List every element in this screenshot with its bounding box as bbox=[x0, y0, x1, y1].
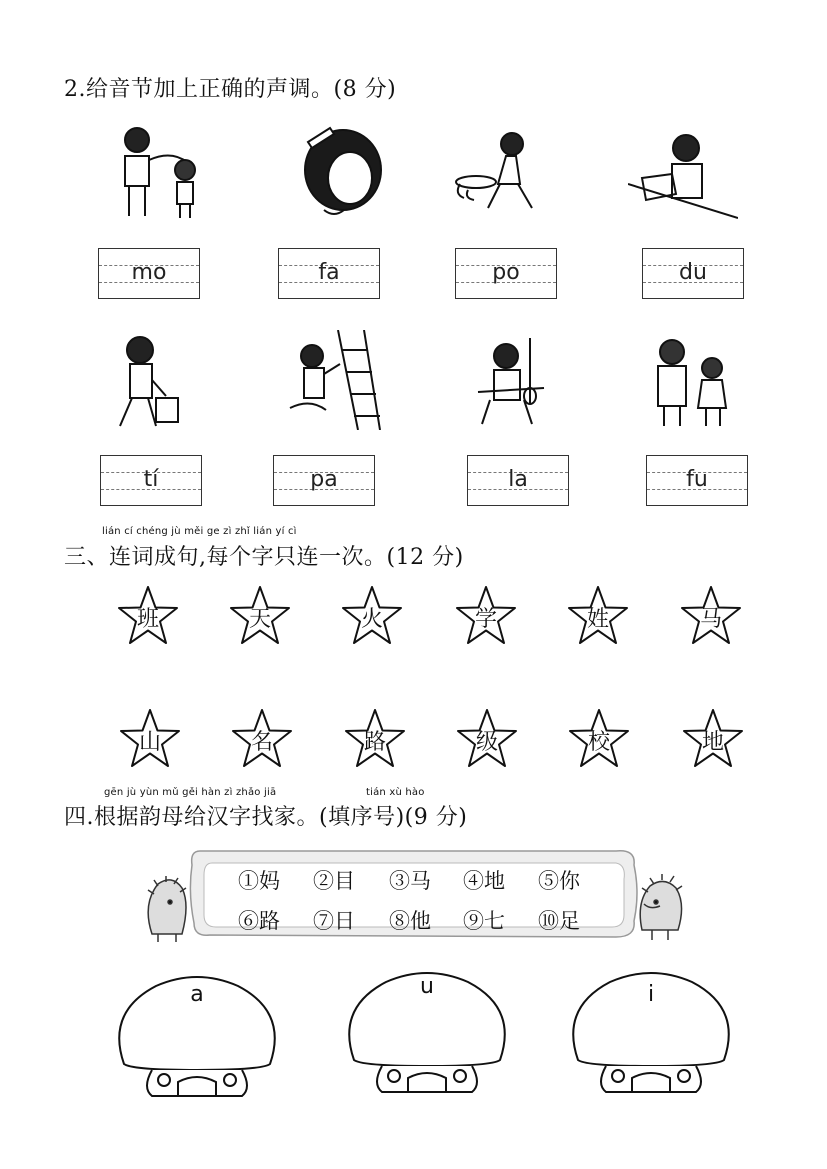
option-item: ②目 bbox=[313, 869, 355, 893]
character-star[interactable] bbox=[680, 585, 742, 647]
combing-hair-picture bbox=[288, 122, 398, 222]
pinyin-box[interactable] bbox=[455, 248, 557, 299]
character-star[interactable] bbox=[231, 708, 293, 770]
option-item: ③马 bbox=[389, 869, 431, 893]
pinyin-box[interactable] bbox=[100, 455, 202, 506]
character-options-panel bbox=[186, 845, 642, 941]
star-character: 姓 bbox=[586, 607, 609, 632]
character-star[interactable] bbox=[117, 585, 179, 647]
option-item: ⑩足 bbox=[538, 909, 580, 933]
pinyin-box[interactable] bbox=[98, 248, 200, 299]
star-character: 地 bbox=[701, 730, 724, 755]
character-star[interactable] bbox=[456, 708, 518, 770]
option-item: ⑨七 bbox=[463, 909, 505, 933]
hedgehog-right-illustration bbox=[634, 874, 686, 944]
star-character: 名 bbox=[250, 730, 273, 755]
section-3-title: 三、连词成句,每个字只连一次。(12 分) bbox=[64, 545, 464, 570]
star-character: 火 bbox=[360, 607, 383, 632]
pinyin-box[interactable] bbox=[273, 455, 375, 506]
pinyin-box[interactable] bbox=[467, 455, 569, 506]
character-star[interactable] bbox=[344, 708, 406, 770]
star-character: 班 bbox=[136, 607, 159, 632]
character-star[interactable] bbox=[567, 585, 629, 647]
pinyin-text: fa bbox=[318, 260, 340, 285]
pinyin-text: tí bbox=[143, 467, 159, 492]
pinyin-box[interactable] bbox=[642, 248, 744, 299]
mushroom-house-u[interactable] bbox=[342, 968, 512, 1103]
star-character: 马 bbox=[699, 607, 722, 632]
section-4-pinyin-ruby: gēn jù yùn mǔ gěi hàn zì zhǎo jiā bbox=[104, 787, 277, 798]
pinyin-text: po bbox=[492, 260, 520, 285]
option-item: ⑧他 bbox=[389, 909, 431, 933]
section-4-pinyin-ruby-2: tián xù hào bbox=[366, 787, 425, 798]
option-item: ④地 bbox=[463, 869, 505, 893]
splashing-water-picture bbox=[450, 122, 560, 222]
climbing-ladder-picture bbox=[280, 330, 390, 430]
star-character: 山 bbox=[138, 730, 161, 755]
pinyin-text: pa bbox=[310, 467, 338, 492]
vowel-label: i bbox=[647, 982, 655, 1007]
star-character: 天 bbox=[248, 607, 271, 632]
section-4-title: 四.根据韵母给汉字找家。(填序号)(9 分) bbox=[64, 805, 468, 830]
vowel-label: a bbox=[190, 982, 204, 1007]
mushroom-house-a[interactable] bbox=[112, 972, 282, 1107]
character-star[interactable] bbox=[229, 585, 291, 647]
pinyin-box[interactable] bbox=[646, 455, 748, 506]
character-star[interactable] bbox=[682, 708, 744, 770]
section-3-pinyin-ruby: lián cí chéng jù měi ge zì zhǐ lián yí cì bbox=[102, 526, 297, 537]
star-character: 校 bbox=[587, 730, 610, 755]
star-character: 学 bbox=[474, 607, 497, 632]
character-star[interactable] bbox=[455, 585, 517, 647]
pinyin-text: fu bbox=[686, 467, 708, 492]
character-star[interactable] bbox=[568, 708, 630, 770]
character-star[interactable] bbox=[341, 585, 403, 647]
carrying-bucket-picture bbox=[100, 330, 210, 430]
vowel-label: u bbox=[420, 974, 434, 999]
playing-erhu-picture bbox=[468, 330, 578, 430]
star-character: 路 bbox=[363, 730, 386, 755]
star-character: 级 bbox=[475, 730, 498, 755]
pinyin-text: la bbox=[508, 467, 528, 492]
option-item: ⑥路 bbox=[238, 909, 280, 933]
hedgehog-left-illustration bbox=[142, 874, 192, 944]
option-item: ⑦日 bbox=[313, 909, 355, 933]
reading-book-picture bbox=[628, 122, 738, 222]
mushroom-house-i[interactable] bbox=[566, 968, 736, 1103]
pinyin-box[interactable] bbox=[278, 248, 380, 299]
character-star[interactable] bbox=[119, 708, 181, 770]
stroking-head-picture bbox=[105, 122, 215, 222]
option-item: ⑤你 bbox=[538, 869, 580, 893]
option-item: ①妈 bbox=[238, 869, 280, 893]
helping-girl-picture bbox=[640, 330, 750, 430]
pinyin-text: mo bbox=[131, 260, 167, 285]
pinyin-text: du bbox=[679, 260, 707, 285]
section-2-title: 2.给音节加上正确的声调。(8 分) bbox=[64, 77, 397, 102]
